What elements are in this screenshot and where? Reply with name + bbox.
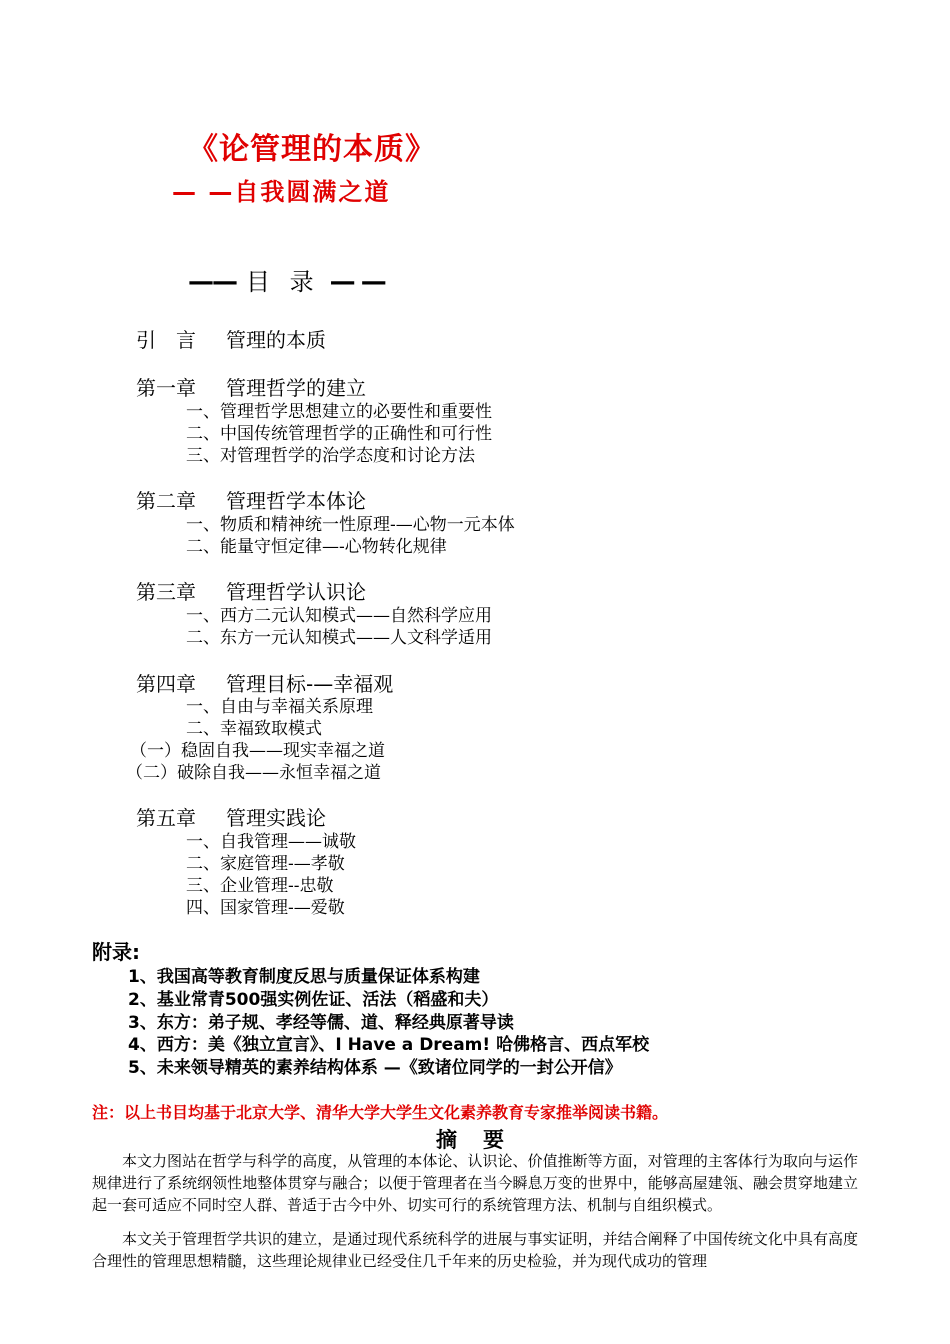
appendix-item-5: 5、未来领导精英的素养结构体系 —《致诸位同学的一封公开信》 [128,1058,622,1078]
chapter-number: 第三章 [136,580,196,604]
chapter-title: 管理哲学认识论 [226,580,366,604]
chapter-5-section-1: 一、自我管理——诚敬 [186,832,356,852]
chapter-5-section-4: 四、国家管理-—爱敬 [186,898,345,918]
document-subtitle: — —自我圆满之道 [172,178,391,206]
abstract-paragraph-2: 本文关于管理哲学共识的建立，是通过现代系统科学的进展与事实证明，并结合阐释了中国传统文化中具有高度合理性的管理思想精髓，这些理论规律业已经受住几千年来的历史检验，并为现代成功的管理 [92,1230,858,1270]
abstract-title: 摘要 [436,1128,530,1152]
appendix-item-3: 3、东方：弟子规、孝经等儒、道、释经典原著导读 [128,1013,514,1033]
toc-dash-left: —— [188,267,236,297]
chapter-4-section-2: 二、幸福致取模式 [186,719,322,739]
chapter-title: 管理哲学本体论 [226,489,366,513]
chapter-2-section-2: 二、能量守恒定律—-心物转化规律 [186,537,447,557]
chapter-1-section-2: 二、中国传统管理哲学的正确性和可行性 [186,424,492,444]
toc-dash-right: — — [329,267,385,297]
toc-intro [136,324,326,353]
appendix-item-4: 4、西方：美《独立宣言》、I Have a Dream! 哈佛格言、西点军校 [128,1035,650,1055]
appendix-item-1: 1、我国高等教育制度反思与质量保证体系构建 [128,967,480,987]
chapter-5-section-2: 二、家庭管理-—孝敬 [186,854,345,874]
chapter-number: 第四章 [136,672,196,696]
chapter-2-section-1: 一、物质和精神统一性原理-—心物一元本体 [186,515,515,535]
chapter-number: 第一章 [136,376,196,400]
chapter-title: 管理实践论 [226,806,326,830]
chapter-3-section-2: 二、东方一元认知模式——人文科学适用 [186,628,492,648]
document-title: 《论管理的本质》 [188,132,436,167]
appendix-title: 附录: [92,940,140,964]
chapter-1-section-1: 一、管理哲学思想建立的必要性和重要性 [186,402,492,422]
chapter-5-section-3: 三、企业管理--忠敬 [186,876,334,896]
chapter-number: 第二章 [136,489,196,513]
chapter-4-subsection-1: （一）稳固自我——现实幸福之道 [130,741,385,761]
recommendation-note: 注：以上书目均基于北京大学、清华大学大学生文化素养教育专家推举阅读书籍。 [92,1103,669,1122]
chapter-3-section-1: 一、西方二元认知模式——自然科学应用 [186,606,492,626]
chapter-title: 管理目标-—幸福观 [226,672,394,696]
intro-title: 管理的本质 [226,328,326,352]
intro-number: 引 言 [136,328,196,352]
chapter-4-subsection-2: （二）破除自我——永恒幸福之道 [126,763,381,783]
chapter-title: 管理哲学的建立 [226,376,366,400]
toc-label: 目 录 [246,268,320,296]
abstract-paragraph-1: 本文力图站在哲学与科学的高度，从管理的本体论、认识论、价值推断等方面，对管理的主客体行为取向与运作规律进行了系统纲领性地整体贯穿与融合；以便于管理者在当今瞬息万变的世界中，能够高屋建瓴、融会贯穿地建立起一套可适应不同时空人群、普适于古今中外、切实可行的系统管理方法、机制与自组织模式。 [92,1152,858,1214]
toc-heading [188,262,385,297]
appendix-item-2: 2、基业常青500强实例佐证、活法（稻盛和夫） [128,990,499,1010]
chapter-number: 第五章 [136,806,196,830]
chapter-1-section-3: 三、对管理哲学的治学态度和讨论方法 [186,446,475,466]
chapter-4-section-1: 一、自由与幸福关系原理 [186,697,373,717]
